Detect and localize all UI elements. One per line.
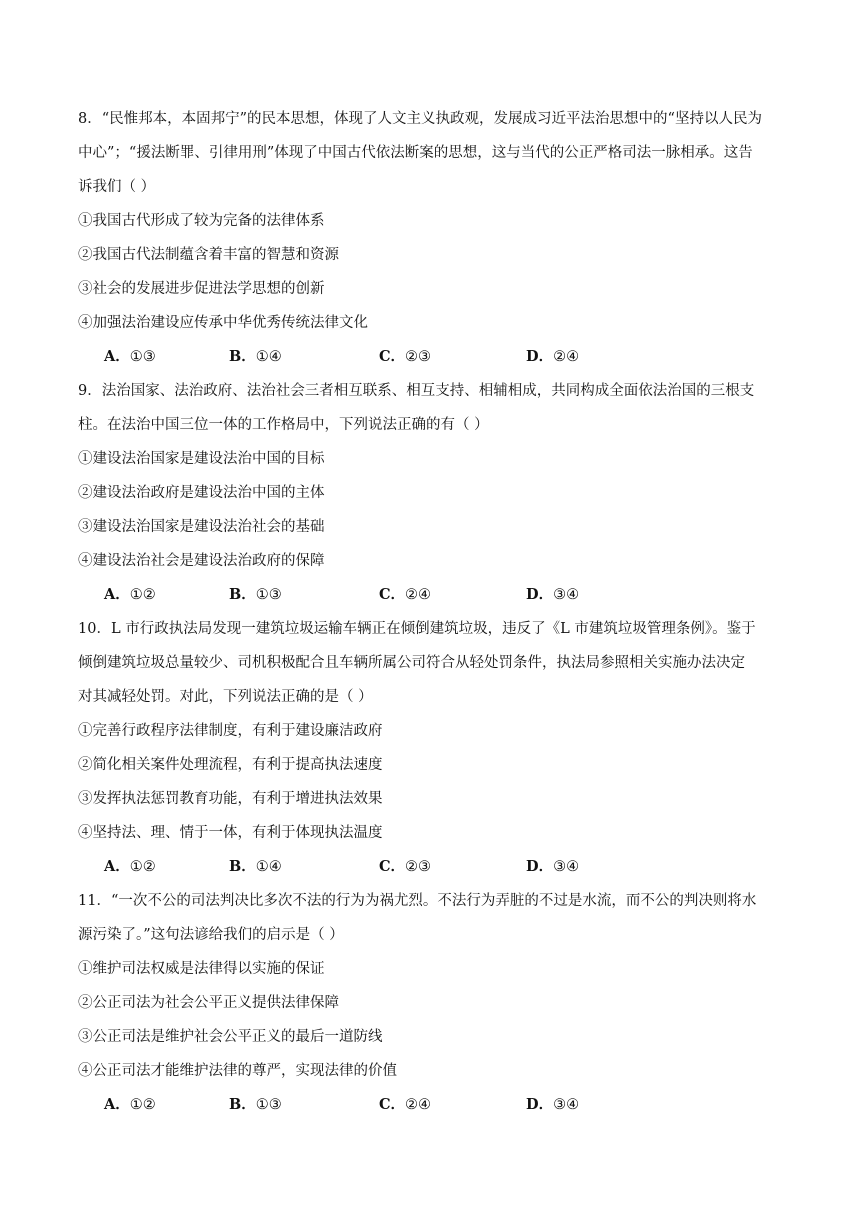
option-text: ①③ <box>255 587 282 603</box>
q10-statement-4: ④坚持法、理、情于一体，有利于体现执法温度 <box>78 825 383 841</box>
option-text: ③④ <box>553 587 580 603</box>
q9-statement-3: ③建设法治国家是建设法治社会的基础 <box>78 519 325 535</box>
option-text: ③④ <box>553 859 580 875</box>
q8-stem-line-3: 诉我们（ ） <box>78 179 156 195</box>
q10-statement-1: ①完善行政程序法律制度，有利于建设廉洁政府 <box>78 723 383 739</box>
option-text: ②④ <box>553 349 580 365</box>
option-letter: C． <box>379 348 406 365</box>
q10-statement-2: ②简化相关案件处理流程，有利于提高执法速度 <box>78 757 383 773</box>
q10-option-b[interactable] <box>229 857 282 877</box>
option-letter: B． <box>229 586 256 603</box>
q10-option-c[interactable] <box>379 857 431 877</box>
q9-option-d[interactable] <box>526 585 579 605</box>
q9-option-b[interactable] <box>229 585 282 605</box>
q8-statement-2: ②我国古代法制蕴含着丰富的智慧和资源 <box>78 247 339 263</box>
q10-option-a[interactable] <box>104 857 156 877</box>
q8-statement-3: ③社会的发展进步促进法学思想的创新 <box>78 281 325 297</box>
q8-option-c[interactable] <box>379 347 431 367</box>
option-text: ①③ <box>129 349 156 365</box>
q8-statement-1: ①我国古代形成了较为完备的法律体系 <box>78 213 325 229</box>
option-text: ②③ <box>405 349 432 365</box>
q11-stem-line-2: 源污染了。”这句法谚给我们的启示是（ ） <box>78 927 344 943</box>
q11-statement-3: ③公正司法是维护社会公平正义的最后一道防线 <box>78 1029 383 1045</box>
option-letter: A． <box>104 858 130 875</box>
option-letter: B． <box>229 348 256 365</box>
q8-stem-line-1: 8．“民惟邦本，本固邦宁”的民本思想，体现了人文主义执政观，发展成习近平法治思想中的“坚持以人民为 <box>78 111 762 127</box>
option-text: ①③ <box>255 1097 282 1113</box>
q11-options <box>104 1095 804 1115</box>
option-letter: A． <box>104 586 130 603</box>
option-text: ①② <box>129 1097 156 1113</box>
q10-stem-line-1: 10．L 市行政执法局发现一建筑垃圾运输车辆正在倾倒建筑垃圾，违反了《L 市建筑垃圾管理条例》。鉴于 <box>78 621 756 637</box>
q9-statement-1: ①建设法治国家是建设法治中国的目标 <box>78 451 325 467</box>
q9-statement-2: ②建设法治政府是建设法治中国的主体 <box>78 485 325 501</box>
option-text: ①④ <box>255 859 282 875</box>
option-text: ①④ <box>255 349 282 365</box>
q11-statement-2: ②公正司法为社会公平正义提供法律保障 <box>78 995 339 1011</box>
q11-option-d[interactable] <box>526 1095 579 1115</box>
q10-statement-3: ③发挥执法惩罚教育功能，有利于增进执法效果 <box>78 791 383 807</box>
option-text: ②④ <box>405 587 432 603</box>
q9-stem-line-1: 9．法治国家、法治政府、法治社会三者相互联系、相互支持、相辅相成，共同构成全面依法治国的三根支 <box>78 383 755 399</box>
q8-option-d[interactable] <box>526 347 579 367</box>
option-letter: B． <box>229 1096 256 1113</box>
option-text: ②③ <box>405 859 432 875</box>
q11-option-a[interactable] <box>104 1095 156 1115</box>
option-letter: C． <box>379 586 406 603</box>
option-text: ①② <box>129 859 156 875</box>
option-letter: D． <box>526 1096 554 1113</box>
q8-option-b[interactable] <box>229 347 282 367</box>
option-letter: C． <box>379 1096 406 1113</box>
q11-stem-line-1: 11．“一次不公的司法判决比多次不法的行为为祸尤烈。不法行为弄脏的不过是水流，而不公的判决则将水 <box>78 893 757 909</box>
option-text: ③④ <box>553 1097 580 1113</box>
option-letter: C． <box>379 858 406 875</box>
option-letter: A． <box>104 348 130 365</box>
q8-option-a[interactable] <box>104 347 156 367</box>
option-letter: D． <box>526 348 554 365</box>
q11-option-c[interactable] <box>379 1095 431 1115</box>
option-letter: D． <box>526 586 554 603</box>
option-letter: D． <box>526 858 554 875</box>
q11-statement-1: ①维护司法权威是法律得以实施的保证 <box>78 961 325 977</box>
option-text: ②④ <box>405 1097 432 1113</box>
q9-option-a[interactable] <box>104 585 156 605</box>
option-letter: B． <box>229 858 256 875</box>
q8-statement-4: ④加强法治建设应传承中华优秀传统法律文化 <box>78 315 368 331</box>
q10-stem-line-3: 对其减轻处罚。对此，下列说法正确的是（ ） <box>78 689 373 705</box>
q9-stem-line-2: 柱。在法治中国三位一体的工作格局中，下列说法正确的有（ ） <box>78 417 489 433</box>
q9-options <box>104 585 804 605</box>
q9-statement-4: ④建设法治社会是建设法治政府的保障 <box>78 553 325 569</box>
q9-option-c[interactable] <box>379 585 431 605</box>
option-letter: A． <box>104 1096 130 1113</box>
q10-option-d[interactable] <box>526 857 579 877</box>
q11-statement-4: ④公正司法才能维护法律的尊严，实现法律的价值 <box>78 1063 397 1079</box>
q11-option-b[interactable] <box>229 1095 282 1115</box>
q8-stem-line-2: 中心”；“援法断罪、引律用刑”体现了中国古代依法断案的思想，这与当代的公正严格司法一脉相承。这告 <box>78 145 753 161</box>
q8-options <box>104 347 804 367</box>
q10-options <box>104 857 804 877</box>
option-text: ①② <box>129 587 156 603</box>
q10-stem-line-2: 倾倒建筑垃圾总量较少、司机积极配合且车辆所属公司符合从轻处罚条件，执法局参照相关实施办法决定 <box>78 655 745 671</box>
